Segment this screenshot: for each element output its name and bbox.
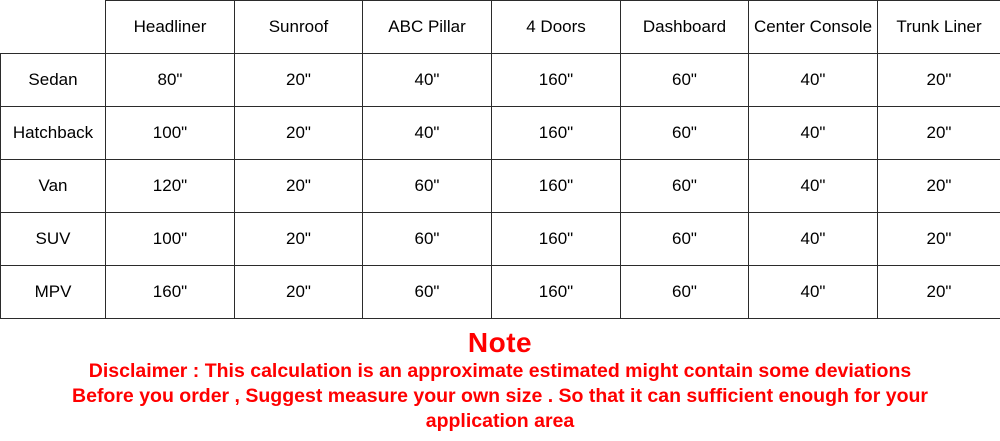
table-row [1, 107, 1000, 160]
column-header-4-doors: 4 Doors [492, 1, 621, 54]
cell-hatchback-trunk-liner: 20" [878, 107, 1000, 160]
cell-van-headliner: 120" [106, 160, 235, 213]
cell-suv-trunk-liner: 20" [878, 213, 1000, 266]
note-body [10, 359, 990, 434]
table-corner-cell [1, 1, 106, 54]
cell-van-center-console: 40" [749, 160, 878, 213]
cell-suv-dashboard: 60" [621, 213, 749, 266]
column-header-dashboard: Dashboard [621, 1, 749, 54]
note-title: Note [467, 327, 533, 358]
row-label-suv: SUV [1, 213, 106, 266]
cell-van-trunk-liner: 20" [878, 160, 1000, 213]
column-header-trunk-liner: Trunk Liner [878, 1, 1000, 54]
cell-sedan-abc-pillar: 40" [363, 54, 492, 107]
cell-mpv-sunroof: 20" [235, 266, 363, 319]
cell-suv-sunroof: 20" [235, 213, 363, 266]
cell-sedan-sunroof: 20" [235, 54, 363, 107]
column-header-sunroof: Sunroof [235, 1, 363, 54]
cell-van-abc-pillar: 60" [363, 160, 492, 213]
cell-sedan-trunk-liner: 20" [878, 54, 1000, 107]
cell-mpv-trunk-liner: 20" [878, 266, 1000, 319]
cell-mpv-abc-pillar: 60" [363, 266, 492, 319]
row-label-van: Van [1, 160, 106, 213]
cell-suv-abc-pillar: 60" [363, 213, 492, 266]
note-section [0, 319, 1000, 441]
cell-hatchback-sunroof: 20" [235, 107, 363, 160]
cell-hatchback-center-console: 40" [749, 107, 878, 160]
column-header-center-console: Center Console [749, 1, 878, 54]
row-label-sedan: Sedan [1, 54, 106, 107]
cell-hatchback-dashboard: 60" [621, 107, 749, 160]
column-header-headliner: Headliner [106, 1, 235, 54]
cell-mpv-headliner: 160" [106, 266, 235, 319]
cell-hatchback-abc-pillar: 40" [363, 107, 492, 160]
cell-mpv-dashboard: 60" [621, 266, 749, 319]
cell-sedan-4-doors: 160" [492, 54, 621, 107]
cell-hatchback-4-doors: 160" [492, 107, 621, 160]
table-header-row [1, 1, 1000, 54]
cell-suv-headliner: 100" [106, 213, 235, 266]
cell-sedan-dashboard: 60" [621, 54, 749, 107]
cell-hatchback-headliner: 100" [106, 107, 235, 160]
cell-van-4-doors: 160" [492, 160, 621, 213]
note-line-1: Disclaimer : This calculation is an approximate estimated might contain some deviations [88, 360, 912, 382]
table-row [1, 213, 1000, 266]
note-line-2: Before you order , Suggest measure your own size . So that it can sufficient enough for your [72, 385, 928, 407]
cell-mpv-center-console: 40" [749, 266, 878, 319]
table-row [1, 266, 1000, 319]
cell-mpv-4-doors: 160" [492, 266, 621, 319]
cell-suv-center-console: 40" [749, 213, 878, 266]
row-label-hatchback: Hatchback [1, 107, 106, 160]
cell-suv-4-doors: 160" [492, 213, 621, 266]
cell-sedan-center-console: 40" [749, 54, 878, 107]
cell-sedan-headliner: 80" [106, 54, 235, 107]
column-header-abc-pillar: ABC Pillar [363, 1, 492, 54]
row-label-mpv: MPV [1, 266, 106, 319]
table-row [1, 160, 1000, 213]
note-line-3: application area [425, 410, 575, 432]
table-row [1, 54, 1000, 107]
cell-van-dashboard: 60" [621, 160, 749, 213]
cell-van-sunroof: 20" [235, 160, 363, 213]
